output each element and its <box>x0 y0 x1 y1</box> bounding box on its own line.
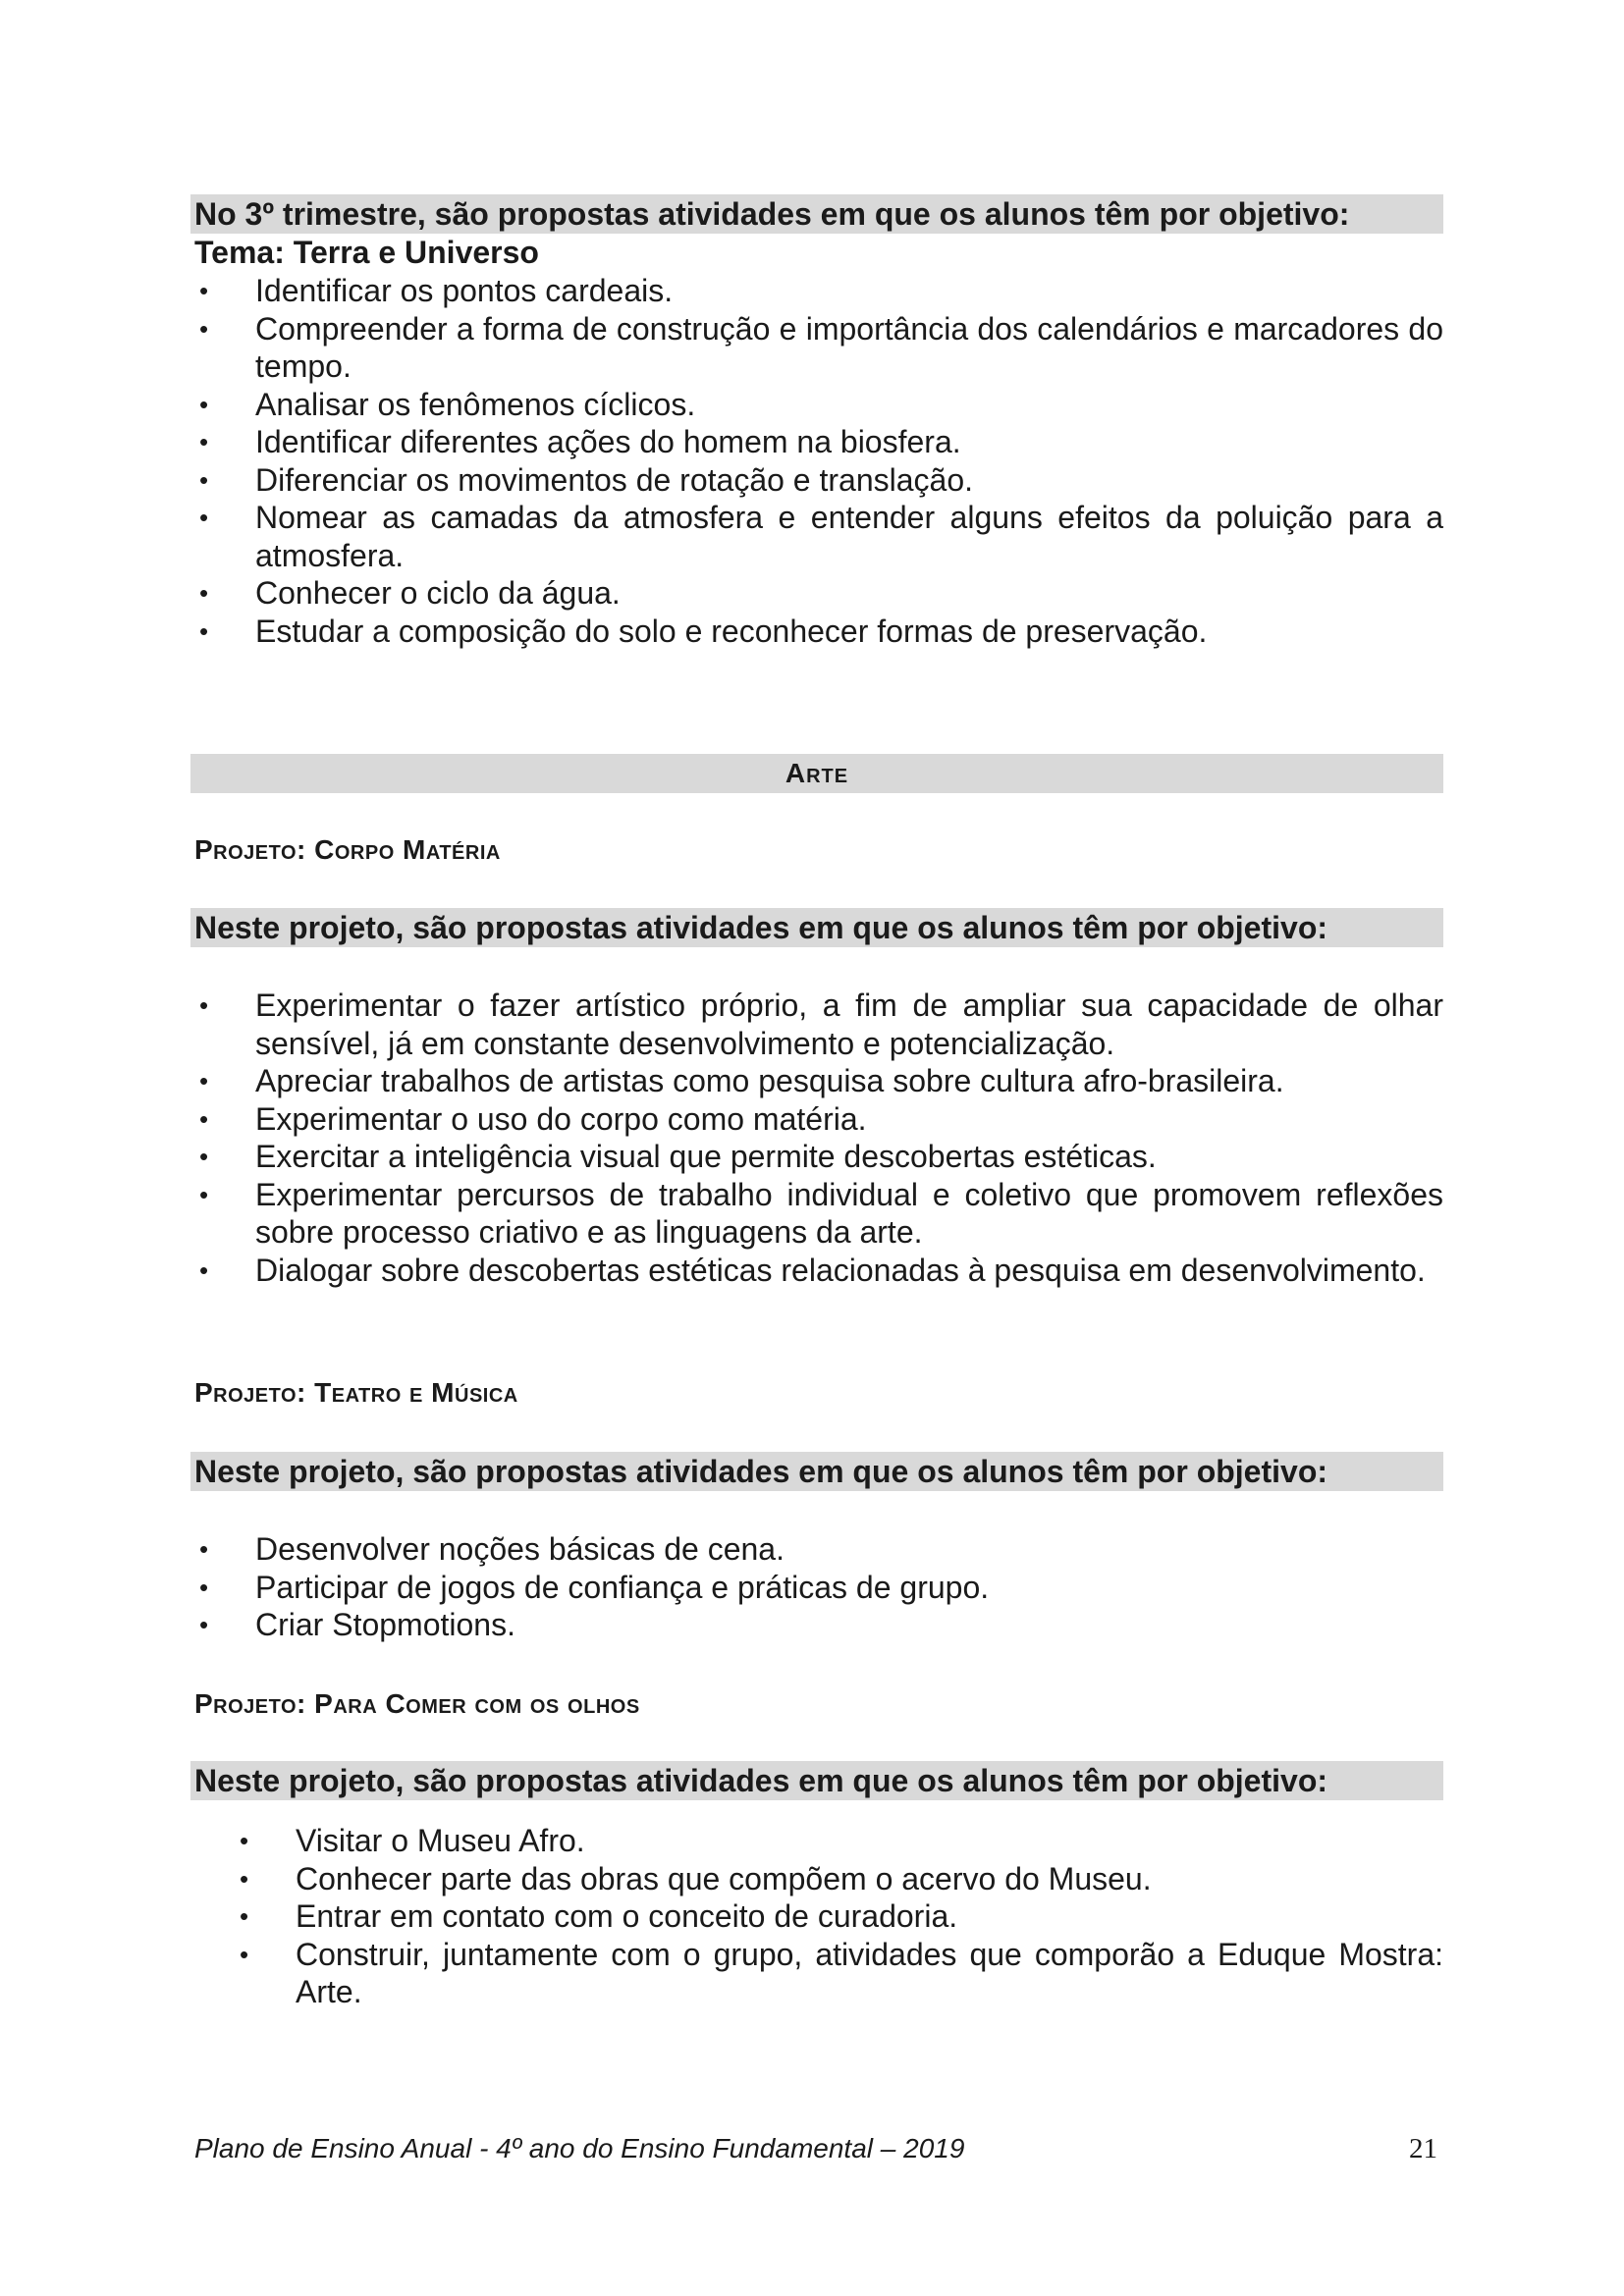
bullet-icon: • <box>199 313 209 344</box>
list-item: • Experimentar o uso do corpo como matéria. <box>199 1100 867 1137</box>
list-item: • Conhecer o ciclo da água. <box>199 575 621 611</box>
page-number: 21 <box>1409 2133 1437 2164</box>
bullet-icon: • <box>240 1901 249 1931</box>
list-item: • Visitar o Museu Afro. <box>240 1823 585 1858</box>
list-item: • Nomear as camadas da atmosfera e entender alguns efeitos da poluição para a atmosfera. <box>199 500 1443 573</box>
list-item: • Compreender a forma de construção e importância dos calendários e marcadores do tempo. <box>199 310 1443 384</box>
bullet-icon: • <box>199 1066 209 1095</box>
bullet-icon: • <box>199 990 209 1020</box>
list-item: • Conhecer parte das obras que compõem o acervo do Museu. <box>240 1860 1152 1896</box>
project-title-teatro-musica: Projeto: Teatro e Música <box>194 1377 518 1408</box>
bullet-icon: • <box>240 1863 249 1894</box>
bullet-icon: • <box>199 427 209 456</box>
project-heading: Neste projeto, são propostas atividades em que os alunos têm por objetivo: <box>194 1454 1328 1489</box>
list-item: • Experimentar percursos de trabalho individual e coletivo que promovem reflexões sobre processo criativo e as linguagens da arte. <box>199 1176 1443 1250</box>
objectives-list-trimester <box>194 272 1443 650</box>
objectives-list-para-comer <box>235 1822 1443 2011</box>
bullet-icon: • <box>240 1826 249 1855</box>
bullet-icon: • <box>199 1103 209 1134</box>
list-item: • Diferenciar os movimentos de rotação e translação. <box>199 461 974 498</box>
bullet-icon: • <box>199 1572 209 1602</box>
list-item: • Identificar os pontos cardeais. <box>199 273 674 308</box>
list-item: • Entrar em contato com o conceito de curadoria. <box>240 1898 958 1934</box>
bullet-icon: • <box>199 1142 209 1171</box>
project-heading: Neste projeto, são propostas atividades em que os alunos têm por objetivo: <box>194 1763 1328 1798</box>
bullet-icon: • <box>199 276 209 305</box>
section-title-arte: Arte <box>785 758 849 788</box>
bullet-icon: • <box>199 615 209 646</box>
project-heading: Neste projeto, são propostas atividades em que os alunos têm por objetivo: <box>194 910 1328 945</box>
bullet-icon: • <box>199 464 209 495</box>
bullet-icon: • <box>199 1534 209 1564</box>
list-item: • Experimentar o fazer artístico próprio, a fim de ampliar sua capacidade de olhar sensível, já em constante desenvolvimento e potencialização. <box>199 988 1443 1061</box>
project-title-para-comer: Projeto: Para Comer com os olhos <box>194 1688 640 1719</box>
list-item: • Desenvolver noções básicas de cena. <box>199 1531 785 1567</box>
list-item: • Apreciar trabalhos de artistas como pesquisa sobre cultura afro-brasileira. <box>199 1063 1284 1098</box>
list-item: • Analisar os fenômenos cíclicos. <box>199 386 696 422</box>
bullet-icon: • <box>199 578 209 608</box>
bullet-icon: • <box>199 1255 209 1285</box>
list-item: • Exercitar a inteligência visual que permite descobertas estéticas. <box>199 1139 1157 1174</box>
trimester-heading: No 3º trimestre, são propostas atividades em que os alunos têm por objetivo: <box>194 196 1350 232</box>
bullet-icon: • <box>199 1179 209 1209</box>
list-item: • Criar Stopmotions. <box>199 1607 515 1642</box>
list-item: • Construir, juntamente com o grupo, atividades que comporão a Eduque Mostra: Arte. <box>240 1936 1443 2009</box>
bullet-icon: • <box>240 1939 249 1969</box>
list-item: • Identificar diferentes ações do homem na biosfera. <box>199 424 961 459</box>
objectives-list-corpo-materia <box>194 987 1443 1289</box>
list-item: • Participar de jogos de confiança e práticas de grupo. <box>199 1569 990 1605</box>
objectives-list-teatro-musica <box>194 1530 1443 1644</box>
bullet-icon: • <box>199 389 209 419</box>
list-item: • Estudar a composição do solo e reconhecer formas de preservação. <box>199 613 1208 649</box>
project-title-corpo-materia: Projeto: Corpo Matéria <box>194 834 501 865</box>
footer-title: Plano de Ensino Anual - 4º ano do Ensino Fundamental – 2019 <box>194 2133 965 2163</box>
tema-label: Tema: Terra e Universo <box>194 235 539 270</box>
bullet-icon: • <box>199 1610 209 1639</box>
bullet-icon: • <box>199 503 209 532</box>
list-item: • Dialogar sobre descobertas estéticas relacionadas à pesquisa em desenvolvimento. <box>199 1252 1426 1288</box>
